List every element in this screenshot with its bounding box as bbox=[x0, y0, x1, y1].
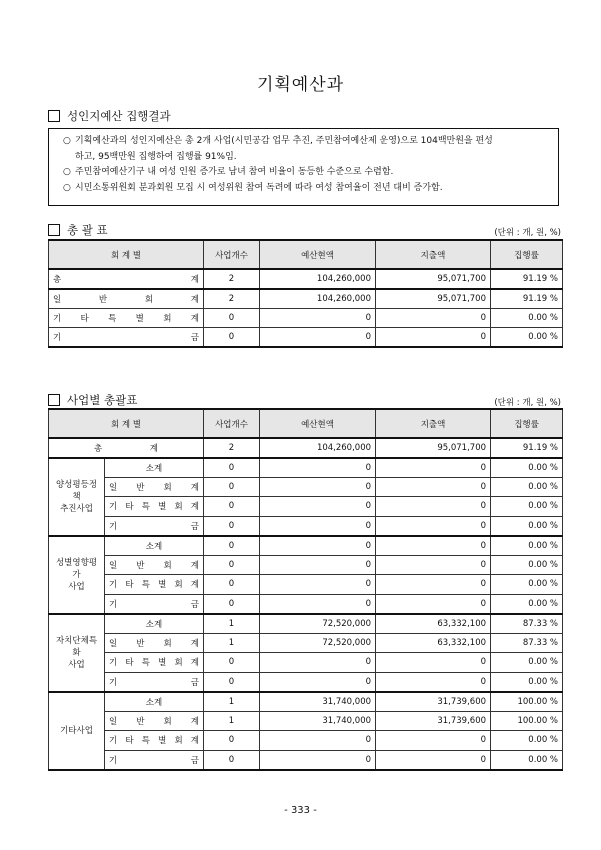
summary-box bbox=[48, 128, 559, 206]
budget-cell: 0 bbox=[260, 555, 376, 575]
table-row bbox=[49, 458, 563, 478]
row-label-char: 별 bbox=[158, 580, 167, 591]
group-name-line: 사업 bbox=[68, 659, 85, 670]
rate-cell: 0.00 % bbox=[491, 672, 563, 692]
row-label-char: 회 bbox=[174, 502, 183, 513]
section-heading-project-table bbox=[48, 392, 137, 408]
row-label-char: 금 bbox=[190, 333, 199, 343]
row-label-char: 일 bbox=[53, 294, 62, 305]
group-name-line: 성별영향평가 bbox=[55, 557, 98, 580]
count-cell: 0 bbox=[204, 458, 260, 478]
row-label bbox=[49, 308, 204, 328]
row-label-char: 소계 bbox=[145, 463, 163, 474]
row-label-char: 반 bbox=[136, 638, 145, 649]
count-cell: 2 bbox=[204, 269, 260, 289]
count-cell: 0 bbox=[204, 672, 260, 692]
row-label-char: 계 bbox=[190, 580, 200, 591]
row-label-char: 기 bbox=[109, 580, 118, 591]
spent-cell: 0 bbox=[376, 308, 491, 328]
row-label-char: 계 bbox=[190, 736, 200, 747]
count-cell: 0 bbox=[204, 555, 260, 575]
spent-cell: 0 bbox=[376, 555, 491, 575]
group-name-line: 기타사업 bbox=[60, 725, 93, 736]
row-label-char: 타 bbox=[125, 580, 134, 591]
row-label-char: 계 bbox=[190, 274, 199, 285]
row-label bbox=[49, 269, 204, 289]
row-label bbox=[105, 614, 204, 634]
budget-cell: 0 bbox=[260, 594, 376, 614]
row-label-char: 별 bbox=[158, 658, 167, 669]
section-heading-text: 성인지예산 집행결과 bbox=[67, 109, 171, 123]
row-label-char: 반 bbox=[136, 482, 145, 493]
row-label-char: 회 bbox=[174, 736, 183, 747]
row-label-char: 회 bbox=[174, 658, 183, 669]
project-table bbox=[48, 408, 563, 771]
budget-cell: 0 bbox=[260, 458, 376, 478]
row-label bbox=[105, 575, 204, 595]
row-label-char: 기 bbox=[109, 502, 118, 513]
spent-cell: 0 bbox=[376, 731, 491, 751]
rate-cell: 91.19 % bbox=[491, 289, 563, 309]
group-name-line: 사업 bbox=[68, 581, 85, 592]
row-label-char: 기 bbox=[109, 677, 118, 688]
table-row bbox=[49, 269, 563, 289]
table-row bbox=[49, 614, 563, 634]
rate-cell: 0.00 % bbox=[491, 653, 563, 673]
table-row bbox=[49, 575, 563, 595]
row-label bbox=[105, 516, 204, 536]
rate-cell: 0.00 % bbox=[491, 477, 563, 497]
rate-cell: 100.00 % bbox=[491, 711, 563, 731]
bullet-text: 시민소통위원회 분과회원 모집 시 여성위원 참여 독려에 따라 여성 참여율이 전년 대비 증가함. bbox=[75, 182, 443, 193]
rate-cell: 0.00 % bbox=[491, 555, 563, 575]
row-label-char: 반 bbox=[136, 560, 145, 571]
rate-cell: 0.00 % bbox=[491, 328, 563, 348]
bullet-text: 기획예산과의 성인지예산은 총 2개 사업(시민공감 업무 추진, 주민참여예산제 운영)으로 104백만원을 편성 bbox=[75, 136, 493, 146]
spent-cell: 0 bbox=[376, 536, 491, 556]
row-label-char: 별 bbox=[158, 736, 167, 747]
row-label bbox=[49, 438, 204, 458]
row-label bbox=[105, 594, 204, 614]
budget-cell: 0 bbox=[260, 308, 376, 328]
row-label-char: 타 bbox=[80, 313, 89, 324]
rate-cell: 91.19 % bbox=[491, 269, 563, 289]
table-row bbox=[49, 653, 563, 673]
spent-cell: 95,071,700 bbox=[376, 438, 491, 458]
rate-cell: 91.19 % bbox=[491, 438, 563, 458]
budget-cell: 0 bbox=[260, 536, 376, 556]
budget-cell: 0 bbox=[260, 328, 376, 348]
rate-cell: 0.00 % bbox=[491, 594, 563, 614]
bullet-item bbox=[63, 134, 550, 150]
checkbox-square-icon bbox=[48, 394, 60, 406]
table-row bbox=[49, 308, 563, 328]
bullet-item bbox=[63, 165, 550, 181]
row-label-char: 별 bbox=[135, 313, 144, 324]
spent-cell: 0 bbox=[376, 328, 491, 348]
count-cell: 0 bbox=[204, 497, 260, 517]
row-label-char: 별 bbox=[158, 502, 167, 513]
row-label-char: 기 bbox=[109, 658, 118, 669]
row-label-char: 반 bbox=[98, 294, 108, 305]
spent-cell: 31,739,600 bbox=[376, 692, 491, 712]
spent-cell: 95,071,700 bbox=[376, 289, 491, 309]
row-label-char: 회 bbox=[144, 294, 154, 305]
row-label-char: 타 bbox=[125, 502, 134, 513]
table-row bbox=[49, 536, 563, 556]
table-row bbox=[49, 633, 563, 653]
row-label bbox=[105, 653, 204, 673]
row-label-char: 소계 bbox=[145, 619, 163, 630]
spent-cell: 0 bbox=[376, 497, 491, 517]
col-header-rate: 집행률 bbox=[491, 409, 563, 438]
spent-cell: 0 bbox=[376, 516, 491, 536]
group-name-line: 자치단체특화 bbox=[55, 635, 98, 658]
row-label-char: 특 bbox=[141, 658, 150, 669]
spent-cell: 0 bbox=[376, 575, 491, 595]
count-cell: 0 bbox=[204, 731, 260, 751]
row-label bbox=[105, 731, 204, 751]
unit-note: (단위 : 개, 원, %) bbox=[494, 398, 561, 408]
count-cell: 0 bbox=[204, 653, 260, 673]
summary-table bbox=[48, 239, 563, 348]
budget-cell: 31,740,000 bbox=[260, 711, 376, 731]
row-label-char: 금 bbox=[190, 599, 200, 610]
group-name-cell bbox=[49, 536, 105, 614]
budget-cell: 72,520,000 bbox=[260, 614, 376, 634]
row-label-char: 기 bbox=[53, 313, 62, 324]
section-heading-text: 총 괄 표 bbox=[67, 223, 108, 237]
row-label-char: 기 bbox=[109, 599, 118, 610]
row-label bbox=[105, 555, 204, 575]
col-header-budget: 예산현액 bbox=[260, 240, 376, 269]
row-label-char: 타 bbox=[125, 736, 134, 747]
col-header-spent: 지출액 bbox=[376, 409, 491, 438]
row-label bbox=[105, 536, 204, 556]
table-row bbox=[49, 750, 563, 770]
count-cell: 0 bbox=[204, 750, 260, 770]
group-name-cell bbox=[49, 614, 105, 692]
bullet-item bbox=[63, 181, 550, 197]
checkbox-square-icon bbox=[48, 224, 60, 236]
row-label-char: 금 bbox=[190, 755, 200, 766]
circle-bullet-icon: ○ bbox=[63, 182, 71, 193]
count-cell: 1 bbox=[204, 614, 260, 634]
count-cell: 0 bbox=[204, 594, 260, 614]
row-label bbox=[105, 692, 204, 712]
spent-cell: 95,071,700 bbox=[376, 269, 491, 289]
row-label bbox=[49, 328, 204, 348]
row-label-char: 기 bbox=[53, 333, 62, 343]
row-label-char: 총 bbox=[53, 274, 62, 285]
row-label bbox=[49, 289, 204, 309]
col-header-budget: 예산현액 bbox=[260, 409, 376, 438]
spent-cell: 0 bbox=[376, 653, 491, 673]
spent-cell: 63,332,100 bbox=[376, 614, 491, 634]
budget-cell: 0 bbox=[260, 516, 376, 536]
row-label bbox=[105, 497, 204, 517]
row-label bbox=[105, 458, 204, 478]
row-label-char: 특 bbox=[108, 313, 117, 324]
spent-cell: 0 bbox=[376, 458, 491, 478]
rate-cell: 0.00 % bbox=[491, 731, 563, 751]
budget-cell: 104,260,000 bbox=[260, 269, 376, 289]
unit-note: (단위 : 개, 원, %) bbox=[494, 228, 561, 238]
spent-cell: 63,332,100 bbox=[376, 633, 491, 653]
spent-cell: 0 bbox=[376, 672, 491, 692]
count-cell: 0 bbox=[204, 308, 260, 328]
row-label-char: 계 bbox=[190, 638, 200, 649]
rate-cell: 0.00 % bbox=[491, 516, 563, 536]
budget-cell: 0 bbox=[260, 497, 376, 517]
row-label bbox=[105, 633, 204, 653]
group-name-cell bbox=[49, 458, 105, 536]
page-number: - 333 - bbox=[284, 805, 317, 816]
table-row bbox=[49, 516, 563, 536]
count-cell: 0 bbox=[204, 516, 260, 536]
row-label-char: 일 bbox=[109, 716, 118, 727]
row-label-char: 계 bbox=[190, 313, 199, 324]
row-label-char: 계 bbox=[190, 658, 200, 669]
row-label-char: 특 bbox=[141, 502, 150, 513]
count-cell: 0 bbox=[204, 536, 260, 556]
rate-cell: 0.00 % bbox=[491, 308, 563, 328]
row-label-char: 금 bbox=[190, 677, 200, 688]
circle-bullet-icon: ○ bbox=[63, 167, 71, 177]
table-row bbox=[49, 477, 563, 497]
spent-cell: 0 bbox=[376, 594, 491, 614]
row-label-char: 일 bbox=[109, 482, 118, 493]
table-row bbox=[49, 328, 563, 348]
budget-cell: 104,260,000 bbox=[260, 438, 376, 458]
col-header-rate: 집행률 bbox=[491, 240, 563, 269]
rate-cell: 87.33 % bbox=[491, 633, 563, 653]
budget-cell: 72,520,000 bbox=[260, 633, 376, 653]
row-label-char: 기 bbox=[109, 736, 118, 747]
count-cell: 2 bbox=[204, 438, 260, 458]
table-header-row bbox=[49, 240, 563, 269]
table-row bbox=[49, 594, 563, 614]
bullet-item bbox=[63, 150, 550, 166]
rate-cell: 0.00 % bbox=[491, 458, 563, 478]
count-cell: 1 bbox=[204, 633, 260, 653]
spent-cell: 0 bbox=[376, 477, 491, 497]
rate-cell: 100.00 % bbox=[491, 692, 563, 712]
count-cell: 0 bbox=[204, 328, 260, 348]
row-label-char: 일 bbox=[109, 560, 118, 571]
col-header-count: 사업개수 bbox=[204, 240, 260, 269]
table-row-total bbox=[49, 438, 563, 458]
row-label-char: 계 bbox=[190, 716, 200, 727]
page-title: 기획예산과 bbox=[256, 75, 345, 95]
row-label-char: 특 bbox=[141, 736, 150, 747]
budget-cell: 0 bbox=[260, 653, 376, 673]
budget-cell: 0 bbox=[260, 575, 376, 595]
spent-cell: 31,739,600 bbox=[376, 711, 491, 731]
row-label-char: 계 bbox=[190, 502, 200, 513]
row-label-char: 회 bbox=[174, 580, 183, 591]
group-name-cell bbox=[49, 692, 105, 770]
group-name-line: 추진사업 bbox=[60, 503, 93, 514]
section-heading-gender-budget bbox=[48, 108, 171, 124]
row-label-char: 총 bbox=[94, 443, 103, 454]
row-label-char: 기 bbox=[109, 755, 118, 766]
row-label-char: 회 bbox=[163, 313, 172, 324]
row-label-char: 특 bbox=[141, 580, 150, 591]
table-row bbox=[49, 731, 563, 751]
row-label-char: 계 bbox=[190, 560, 200, 571]
row-label-char: 금 bbox=[190, 521, 200, 532]
row-label-char: 계 bbox=[149, 443, 159, 454]
col-header-account: 회 계 별 bbox=[49, 409, 204, 438]
budget-cell: 0 bbox=[260, 731, 376, 751]
row-label bbox=[105, 477, 204, 497]
bullet-text: 하고, 95백만원 집행하여 집행률 91%임. bbox=[75, 151, 237, 162]
row-label-char: 회 bbox=[163, 482, 172, 493]
col-header-account: 회 계 별 bbox=[49, 240, 204, 269]
count-cell: 0 bbox=[204, 575, 260, 595]
row-label-char: 기 bbox=[109, 521, 118, 532]
budget-cell: 104,260,000 bbox=[260, 289, 376, 309]
group-name-line: 양성평등정책 bbox=[55, 479, 98, 502]
table-row bbox=[49, 289, 563, 309]
row-label bbox=[105, 672, 204, 692]
count-cell: 1 bbox=[204, 711, 260, 731]
row-label bbox=[105, 711, 204, 731]
section-heading-text: 사업별 총괄표 bbox=[67, 393, 138, 407]
row-label-char: 일 bbox=[109, 638, 118, 649]
budget-cell: 0 bbox=[260, 750, 376, 770]
table-row bbox=[49, 711, 563, 731]
section-heading-summary-table bbox=[48, 222, 108, 238]
checkbox-square-icon bbox=[48, 110, 60, 122]
rate-cell: 0.00 % bbox=[491, 575, 563, 595]
budget-cell: 31,740,000 bbox=[260, 692, 376, 712]
bullet-text: 주민참여예산기구 내 여성 인원 증가로 남녀 참여 비율이 동등한 수준으로 수렴함. bbox=[75, 167, 394, 177]
count-cell: 1 bbox=[204, 692, 260, 712]
row-label bbox=[105, 750, 204, 770]
budget-cell: 0 bbox=[260, 672, 376, 692]
count-cell: 2 bbox=[204, 289, 260, 309]
spent-cell: 0 bbox=[376, 750, 491, 770]
table-row bbox=[49, 672, 563, 692]
row-label-char: 계 bbox=[190, 482, 200, 493]
budget-cell: 0 bbox=[260, 477, 376, 497]
rate-cell: 87.33 % bbox=[491, 614, 563, 634]
rate-cell: 0.00 % bbox=[491, 750, 563, 770]
row-label-char: 타 bbox=[125, 658, 134, 669]
rate-cell: 0.00 % bbox=[491, 497, 563, 517]
rate-cell: 0.00 % bbox=[491, 536, 563, 556]
col-header-count: 사업개수 bbox=[204, 409, 260, 438]
row-label-char: 소계 bbox=[145, 697, 163, 708]
row-label-char: 회 bbox=[163, 638, 172, 649]
circle-bullet-icon: ○ bbox=[63, 136, 71, 146]
row-label-char: 계 bbox=[190, 294, 199, 305]
table-row bbox=[49, 497, 563, 517]
col-header-spent: 지출액 bbox=[376, 240, 491, 269]
row-label-char: 반 bbox=[136, 716, 145, 727]
row-label-char: 소계 bbox=[145, 541, 163, 552]
row-label-char: 회 bbox=[163, 560, 172, 571]
row-label-char: 회 bbox=[163, 716, 172, 727]
table-header-row bbox=[49, 409, 563, 438]
table-row bbox=[49, 692, 563, 712]
table-row bbox=[49, 555, 563, 575]
count-cell: 0 bbox=[204, 477, 260, 497]
